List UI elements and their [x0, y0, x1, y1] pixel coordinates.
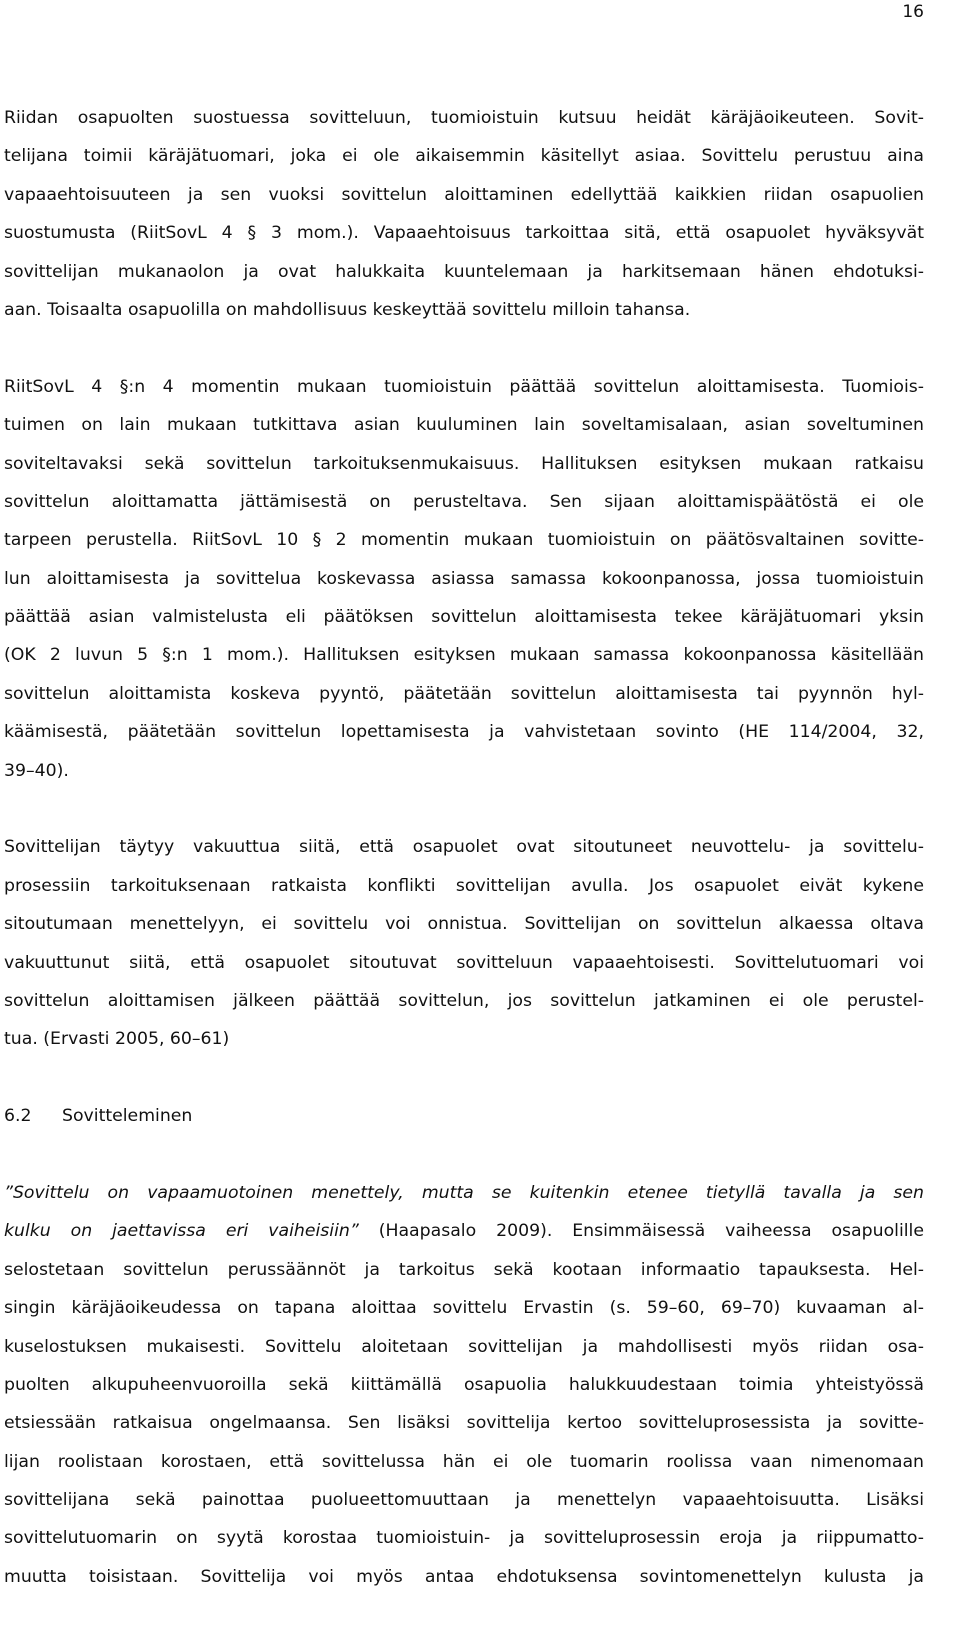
text-line: Riidan osapuolten suostuessa sovitteluun, tuomioistuin kutsuu heidät käräjäoikeuteen. Sovit- — [4, 108, 924, 128]
text-line: kuselostuksen mukaisesti. Sovittelu aloitetaan sovittelijan ja mahdollisesti myös riidan osa- — [4, 1336, 924, 1357]
text-line: tuimen on lain mukaan tutkittava asian kuuluminen lain soveltamisalaan, asian soveltuminen — [4, 415, 924, 436]
text-line: etsiessään ratkaisua ongelmaansa. Sen lisäksi sovittelija kertoo sovitteluprosessista ja sovitte- — [4, 1413, 924, 1434]
paragraph-gap — [4, 790, 924, 828]
text-line: selostetaan sovittelun perussäännöt ja tarkoitus sekä kootaan informaatio tapauksesta. Hel- — [4, 1259, 924, 1280]
text-line: muutta toisistaan. Sovittelija voi myös antaa ehdotuksensa sovintomenettelyn kulusta ja — [4, 1566, 924, 1587]
text-line: Sovittelijan täytyy vakuuttua siitä, että osapuolet ovat sitoutuneet neuvottelu- ja sovittelu- — [4, 837, 924, 858]
page-number: 16 — [902, 2, 924, 22]
quote-line — [4, 1212, 924, 1250]
quote-text: kulku on jaettavissa eri vaiheisiin” — [4, 1221, 359, 1242]
text-line: sovittelijana sekä painottaa puolueettomuuttaan ja menettelyn vapaaehtoisuutta. Lisäksi — [4, 1490, 924, 1511]
text-line: lijan roolistaan korostaen, että sovittelussa hän ei ole tuomarin roolissa vaan nimenomaan — [4, 1451, 924, 1472]
text-line: käämisestä, päätetään sovittelun lopettamisesta ja vahvistetaan sovinto (HE 114/2004, 32, — [4, 722, 924, 743]
text-line: sovittelun aloittamista koskeva pyyntö, päätetään sovittelun aloittamisesta tai pyynnön hyl- — [4, 683, 924, 704]
quote-line — [4, 1174, 924, 1212]
text-line: soviteltavaksi sekä sovittelun tarkoituksenmukaisuus. Hallituksen esityksen mukaan ratkaisu — [4, 453, 924, 474]
document-body — [4, 99, 924, 1596]
text-line: lun aloittamisesta ja sovittelua koskevassa asiassa samassa kokoonpanossa, jossa tuomioistuin — [4, 568, 924, 589]
text-line: vakuuttunut siitä, että osapuolet sitoutuvat sovitteluun vapaaehtoisesti. Sovittelutuomari voi — [4, 952, 924, 973]
paragraph-gap — [4, 329, 924, 367]
text-line: päättää asian valmistelusta eli päätöksen sovittelun aloittamisesta tekee käräjätuomari yksin — [4, 607, 924, 628]
text-line: (OK 2 luvun 5 §:n 1 mom.). Hallituksen esityksen mukaan samassa kokoonpanossa käsitellään — [4, 645, 924, 666]
text-span: (Haapasalo 2009). Ensimmäisessä vaiheessa osapuolille — [358, 1221, 924, 1242]
text-line: aan. Toisaalta osapuolilla on mahdollisuus keskeyttää sovittelu milloin tahansa. — [4, 299, 691, 320]
paragraph-gap — [4, 1136, 924, 1174]
text-line: RiitSovL 4 §:n 4 momentin mukaan tuomioistuin päättää sovittelun aloittamisesta. Tuomiois- — [4, 376, 924, 397]
text-line: tua. (Ervasti 2005, 60–61) — [4, 1029, 230, 1050]
text-line: vapaaehtoisuuteen ja sen vuoksi sovittelun aloittaminen edellyttää kaikkien riidan osapuolien — [4, 184, 924, 205]
text-line: sovittelutuomarin on syytä korostaa tuomioistuin- ja sovitteluprosessin eroja ja riippumatto- — [4, 1528, 924, 1549]
text-line: tarpeen perustella. RiitSovL 10 § 2 momentin mukaan tuomioistuin on päätösvaltainen sovitte- — [4, 530, 924, 551]
text-line: puolten alkupuheenvuoroilla sekä kiittämällä osapuolia halukkuudestaan toimia yhteistyössä — [4, 1374, 924, 1395]
text-line: telijana toimii käräjätuomari, joka ei ole aikaisemmin käsitellyt asiaa. Sovittelu perustuu aina — [4, 146, 924, 167]
quote-text: ”Sovittelu on vapaamuotoinen menettely, mutta se kuitenkin etenee tietyllä tavalla ja sen — [4, 1182, 924, 1203]
text-line: sitoutumaan menettelyyn, ei sovittelu voi onnistua. Sovittelijan on sovittelun alkaessa oltava — [4, 914, 924, 935]
text-line: sovittelijan mukanaolon ja ovat halukkaita kuuntelemaan ja harkitsemaan hänen ehdotuksi- — [4, 261, 924, 282]
section-title: Sovitteleminen — [62, 1106, 193, 1127]
text-line: sovittelun aloittamisen jälkeen päättää sovittelun, jos sovittelun jatkaminen ei ole perustel- — [4, 990, 924, 1011]
text-line: singin käräjäoikeudessa on tapana aloittaa sovittelu Ervastin (s. 59–60, 69–70) kuvaaman al- — [4, 1298, 924, 1319]
section-heading — [4, 1097, 924, 1135]
text-line: suostumusta (RiitSovL 4 § 3 mom.). Vapaaehtoisuus tarkoittaa sitä, että osapuolet hyväksyvät — [4, 223, 924, 244]
text-line: 39–40). — [4, 760, 69, 781]
paragraph-gap — [4, 1059, 924, 1097]
section-number: 6.2 — [4, 1106, 32, 1127]
text-line: prosessiin tarkoituksenaan ratkaista konflikti sovittelijan avulla. Jos osapuolet eivät kykene — [4, 875, 924, 896]
text-line: sovittelun aloittamatta jättämisestä on perusteltava. Sen sijaan aloittamispäätöstä ei ole — [4, 491, 924, 512]
